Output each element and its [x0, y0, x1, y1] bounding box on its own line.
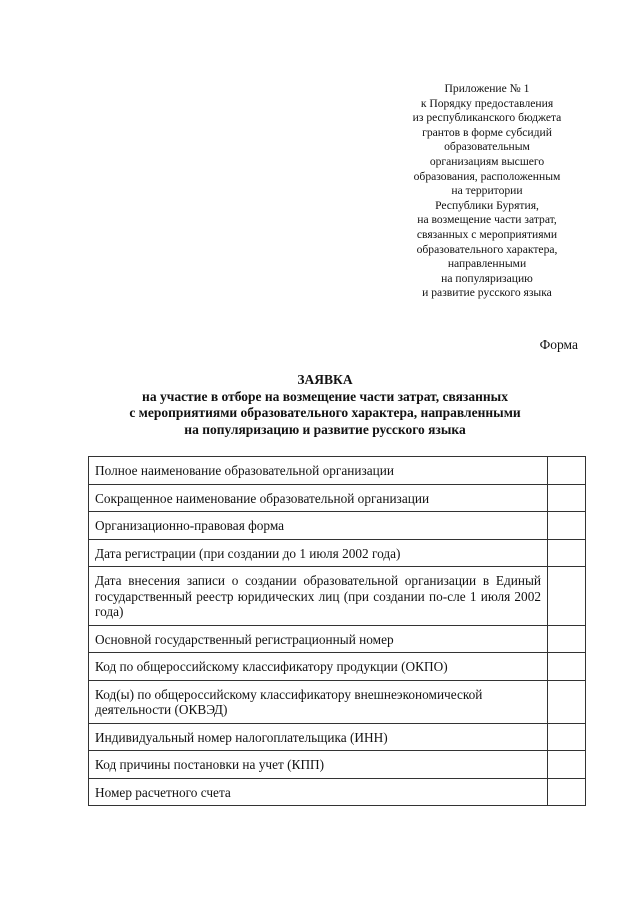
row-label-ogrn: Основной государственный регистрационный номер [89, 625, 548, 653]
row-label-short-name: Сокращенное наименование образовательной организации [89, 484, 548, 512]
table-row [89, 751, 586, 779]
appendix-line: к Порядку предоставления [420, 96, 554, 110]
row-value-okved[interactable] [548, 680, 586, 723]
appendix-line: организациям высшего [429, 154, 545, 168]
row-value-registration-date[interactable] [548, 539, 586, 567]
application-table [88, 456, 586, 806]
row-value-kpp[interactable] [548, 751, 586, 779]
table-row [89, 680, 586, 723]
row-value-ogrn[interactable] [548, 625, 586, 653]
row-label-inn: Индивидуальный номер налогоплательщика (ИНН) [89, 723, 548, 751]
appendix-line: Республики Бурятия, [435, 198, 539, 212]
table-row [89, 625, 586, 653]
row-value-account-number[interactable] [548, 778, 586, 806]
row-label-account-number: Номер расчетного счета [89, 778, 548, 806]
appendix-line: образовательного характера, [416, 242, 558, 256]
row-value-legal-form[interactable] [548, 512, 586, 540]
table-row [89, 539, 586, 567]
row-value-full-name[interactable] [548, 457, 586, 485]
title-line: на популяризацию и развитие русского языка [184, 421, 466, 437]
row-label-okved: Код(ы) по общероссийскому классификатору внешнеэкономической деятельности (ОКВЭД) [89, 680, 548, 723]
table-row [89, 457, 586, 485]
appendix-line: на территории [451, 184, 523, 198]
appendix-line: и развитие русского языка [422, 286, 552, 300]
row-label-egrul-date: Дата внесения записи о создании образовательной организации в Единый государственный реестр юридических лиц (при создании по-сле 1 июля 2002 года) [89, 567, 548, 626]
appendix-line: на возмещение части затрат, [417, 213, 557, 227]
row-value-okpo[interactable] [548, 653, 586, 681]
row-value-inn[interactable] [548, 723, 586, 751]
table-row [89, 512, 586, 540]
appendix-line: образовательным [444, 140, 530, 154]
table-row [89, 653, 586, 681]
form-label: Форма [539, 337, 578, 352]
appendix-line: Приложение № 1 [444, 82, 530, 95]
appendix-line: на популяризацию [441, 271, 533, 285]
table-row [89, 723, 586, 751]
row-label-legal-form: Организационно-правовая форма [89, 512, 548, 540]
table-row [89, 778, 586, 806]
row-value-short-name[interactable] [548, 484, 586, 512]
appendix-header [388, 82, 586, 301]
table-row [89, 567, 586, 626]
appendix-line: из республиканского бюджета [412, 111, 562, 125]
appendix-line: образования, расположенным [413, 169, 561, 183]
row-value-egrul-date[interactable] [548, 567, 586, 626]
title-line: на участие в отборе на возмещение части затрат, связанных [142, 388, 508, 404]
document-title [60, 372, 590, 438]
row-label-okpo: Код по общероссийскому классификатору продукции (ОКПО) [89, 653, 548, 681]
title-line: с мероприятиями образовательного характера, направленными [129, 405, 521, 420]
row-label-kpp: Код причины постановки на учет (КПП) [89, 751, 548, 779]
appendix-line: направленными [447, 257, 527, 271]
row-label-full-name: Полное наименование образовательной организации [89, 457, 548, 485]
title-heading: ЗАЯВКА [297, 372, 353, 387]
row-label-registration-date: Дата регистрации (при создании до 1 июля 2002 года) [89, 539, 548, 567]
table-row [89, 484, 586, 512]
appendix-line: грантов в форме субсидий [422, 125, 552, 139]
appendix-line: связанных с мероприятиями [416, 227, 558, 241]
